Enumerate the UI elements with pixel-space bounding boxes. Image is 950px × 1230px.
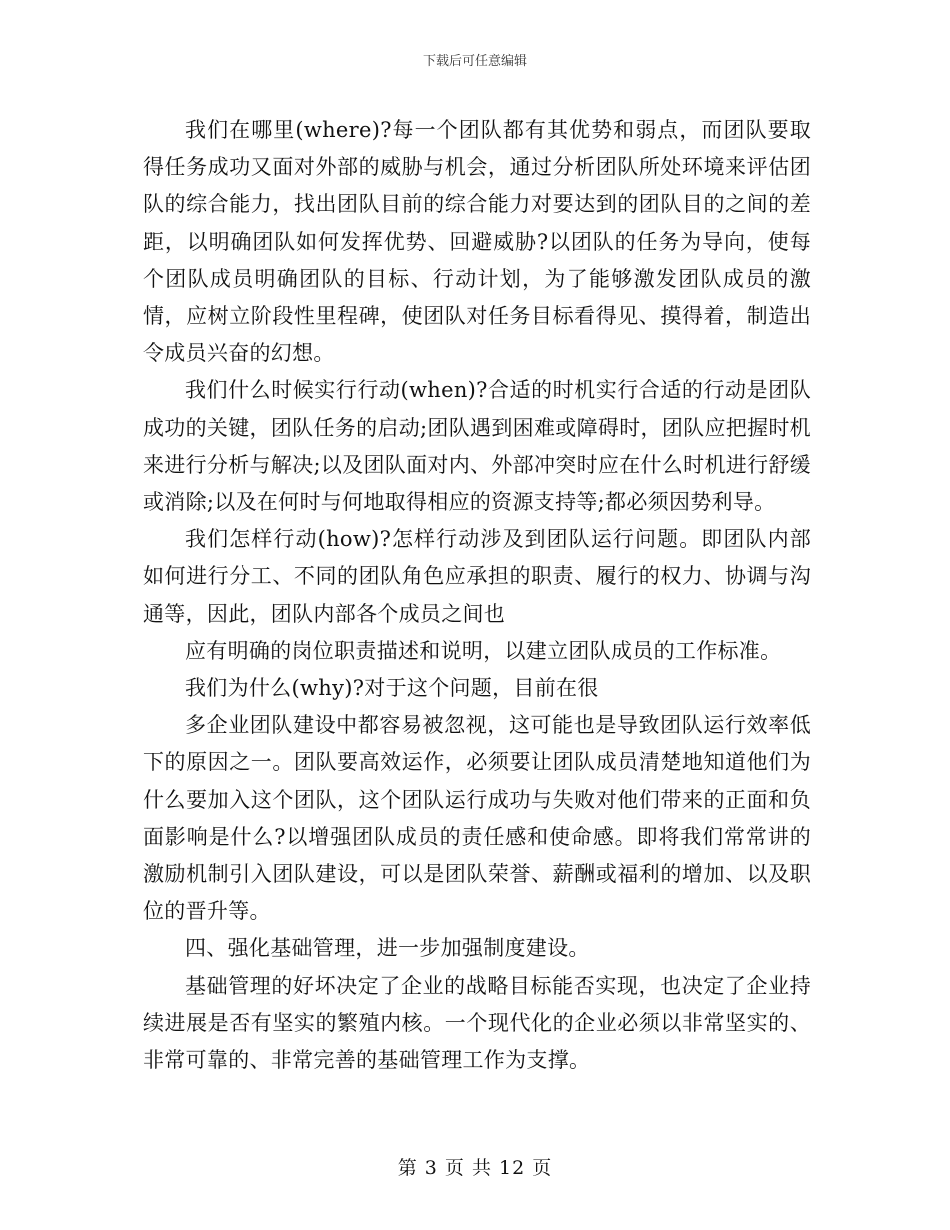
page-header: 下载后可任意编辑 xyxy=(422,54,527,69)
paragraph-how-continued: 应有明确的岗位职责描述和说明，以建立团队成员的工作标准。 xyxy=(185,638,782,663)
paragraph-where: 我们在哪里(where)?每一个团队都有其优势和弱点，而团队要取得任务成功又面对外部的威胁与机会，通过分析团队所处环境来评估团队的综合能力，找出团队目前的综合能力对要达到的团队目的之间的差距，以明确团队如何发挥优势、回避威胁?以团队的任务为导向，使每个团队成员明确团队的目标、行动计划，为了能够激发团队成员的激情，应树立阶段性里程碑，使团队对任务目标看得见、摸得着，制造出令成员兴奋的幻想。 xyxy=(143,118,811,366)
page-footer: 第 3 页 共 12 页 xyxy=(397,1157,553,1179)
document-body xyxy=(143,112,811,1079)
section-heading-four: 四、强化基础管理，进一步加强制度建设。 xyxy=(185,936,590,961)
paragraph-how: 我们怎样行动(how)?怎样行动涉及到团队运行问题。即团队内部如何进行分工、不同的团队角色应承担的职责、履行的权力、协调与沟通等，因此，团队内部各个成员之间也 xyxy=(143,527,811,626)
paragraph-basic-management: 基础管理的好坏决定了企业的战略目标能否实现，也决定了企业持续进展是否有坚实的繁殖内核。一个现代化的企业必须以非常坚实的、非常可靠的、非常完善的基础管理工作为支撑。 xyxy=(143,973,811,1073)
paragraph-why-continued: 多企业团队建设中都容易被忽视，这可能也是导致团队运行效率低下的原因之一。团队要高效运作，必须要让团队成员清楚地知道他们为什么要加入这个团队，这个团队运行成功与失败对他们带来的正面和负面影响是什么?以增强团队成员的责任感和使命感。即将我们常常讲的激励机制引入团队建设，可以是团队荣誉、薪酬或福利的增加、以及职位的晋升等。 xyxy=(143,713,811,924)
paragraph-why: 我们为什么(why)?对于这个问题，目前在很 xyxy=(185,676,599,701)
paragraph-when: 我们什么时候实行行动(when)?合适的时机实行合适的行动是团队成功的关键，团队任务的启动;团队遇到困难或障碍时，团队应把握时机来进行分析与解决;以及团队面对内、外部冲突时应在什么时机进行舒缓或消除;以及在何时与何地取得相应的资源支持等;都必须因势利导。 xyxy=(143,378,811,515)
